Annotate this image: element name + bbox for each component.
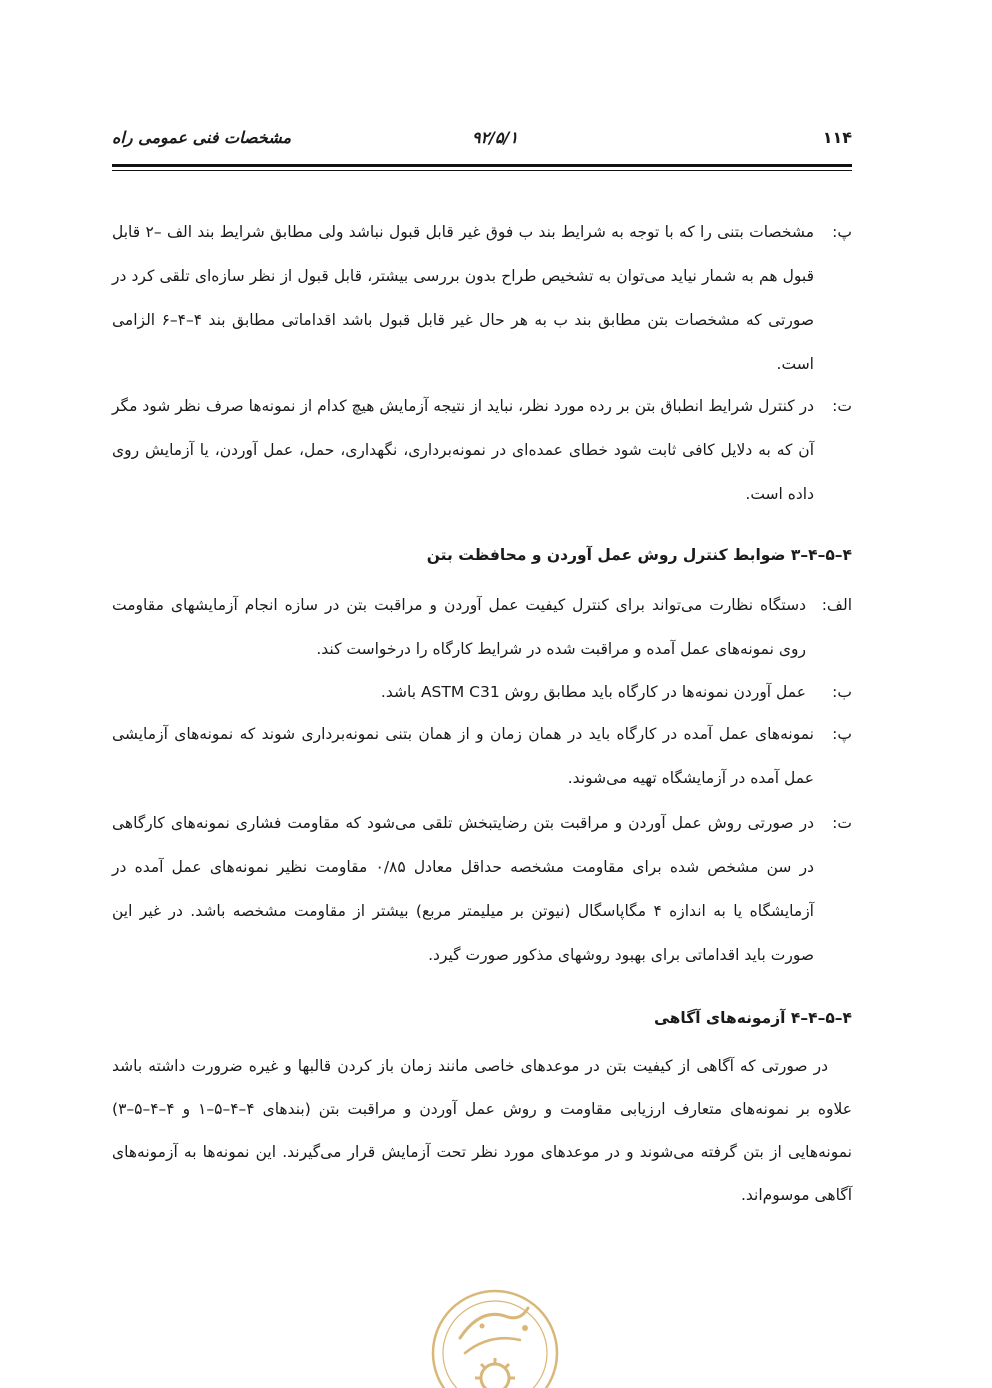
list-item-label: پ: bbox=[832, 725, 852, 743]
header-rule-thin bbox=[112, 170, 852, 171]
list-item-text: مشخصات بتنی را که با توجه به شرایط بند ب فوق غیر قابل قبول نباشد ولی مطابق شرایط بند الف –۲ قابل قبول هم به شمار نیاید می‌توان به تشخیص طراح بدون بررسی بیشتر، قابل قبول از نظر سازه‌ای تلقی کرد در صورتی که مشخصات بتن مطابق بند ب به هر حال غیر قابل قبول باشد اقداماتی مطابق بند ۴–۴–۶ الزامی است. bbox=[112, 223, 814, 373]
watermark-seal-icon bbox=[420, 1278, 570, 1388]
list-item-pe bbox=[112, 210, 852, 386]
list-item-text: در صورتی روش عمل آوردن و مراقبت بتن رضایتبخش تلقی می‌شود که مقاومت فشاری نمونه‌های کارگاهی در سن مشخص شده برای مقاومت مشخصه حداقل معادل ۰/۸۵ مقاومت نظیر نمونه‌های عمل آمده در آزمایشگاه یا به اندازه ۴ مگاپاسگال (نیوتن بر میلیمتر مربع) بیشتر از مقاومت مشخصه باشد. در غیر این صورت باید اقداماتی برای بهبود روشهای مذکور صورت گیرد. bbox=[112, 814, 814, 964]
list-item-label: پ: bbox=[832, 223, 852, 241]
running-header-title: مشخصات فنی عمومی راه bbox=[112, 128, 292, 147]
list-item-text: عمل آوردن نمونه‌ها در کارگاه باید مطابق روش ASTM C31 باشد. bbox=[380, 683, 806, 701]
list-item-pe-2 bbox=[112, 712, 852, 800]
section-4-paragraph: در صورتی که آگاهی از کیفیت بتن در موعدهای خاصی مانند زمان باز کردن قالبها و غیره ضرورت داشته باشد علاوه بر نمونه‌های متعارف ارزیابی مقاومت و روش عمل آوردن و مراقبت بتن (بندهای ۴–۴–۵–۱ و ۴–۴–۵–۳) نمونه‌هایی از بتن گرفته می‌شوند و در موعدهای مورد نظر تحت آزمایش قرار می‌گیرند. این نمونه‌ها به آزمونه‌های آگاهی موسوم‌اند. bbox=[112, 1057, 852, 1204]
list-item-label: الف: bbox=[821, 596, 852, 614]
list-item-label: ب: bbox=[832, 683, 852, 701]
list-item-label: ت: bbox=[832, 397, 852, 415]
list-item-text: نمونه‌های عمل آمده در کارگاه باید در همان زمان و از همان بتنی نمونه‌برداری شوند که نمونه‌های آزمایشی عمل آمده در آزمایشگاه تهیه می‌شوند. bbox=[112, 725, 814, 787]
section-heading-4: ۴–۵–۴–۴ آزمونه‌های آگاهی bbox=[653, 1009, 852, 1027]
list-item-alef bbox=[112, 583, 852, 671]
header-rule-thick bbox=[112, 164, 852, 167]
list-item-te bbox=[112, 384, 852, 516]
list-item-text: در کنترل شرایط انطباق بتن بر رده مورد نظر، نباید از نتیجه آزمایش هیچ کدام از نمونه‌ها صرف نظر شود مگر آن که به دلایل کافی ثابت شود خطای عمده‌ای در نمونه‌برداری، نگهداری، حمل، عمل آوردن، یا آزمایش روی داده است. bbox=[112, 397, 814, 503]
edition-date: ۹۲/۵/۱ bbox=[471, 128, 519, 147]
list-item-te-2 bbox=[112, 801, 852, 977]
list-item-label: ت: bbox=[832, 814, 852, 832]
section-heading-3: ۴–۵–۴–۳ ضوابط کنترل روش عمل آوردن و محافظت بتن bbox=[426, 546, 852, 564]
list-item-text: دستگاه نظارت می‌تواند برای کنترل کیفیت عمل آوردن و مراقبت بتن در سازه انجام آزمایشهای مقاومت روی نمونه‌های عمل آمده و مراقبت شده در شرایط کارگاه را درخواست کند. bbox=[112, 596, 806, 658]
page-number: ۱۱۴ bbox=[822, 128, 852, 147]
list-item-be bbox=[112, 670, 852, 714]
